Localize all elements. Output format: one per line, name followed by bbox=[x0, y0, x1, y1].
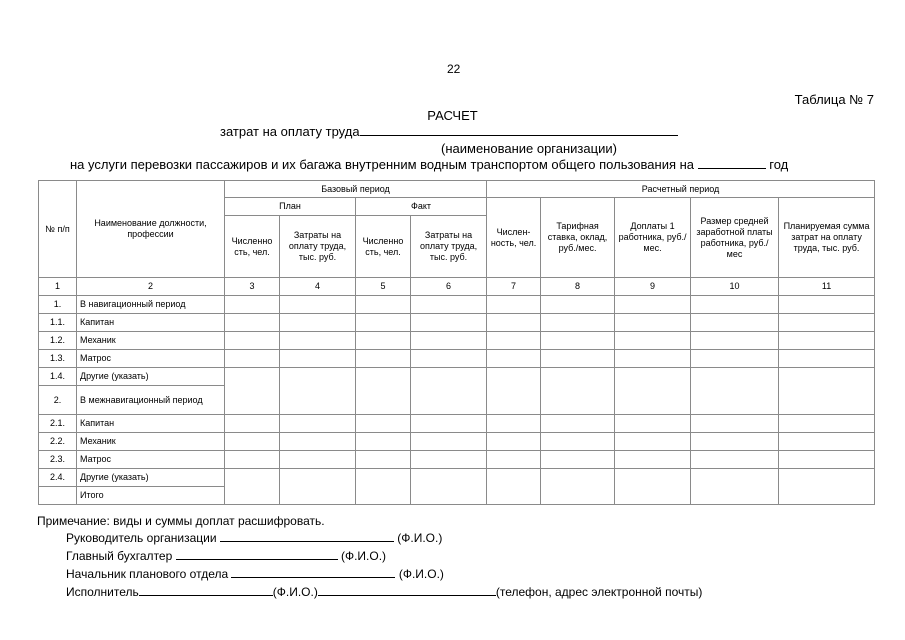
fio-label: (Ф.И.О.) bbox=[272, 585, 318, 599]
row-name: Механик bbox=[77, 332, 225, 350]
data-cell[interactable] bbox=[411, 314, 487, 332]
header-position: Наименование должности, профессии bbox=[77, 181, 225, 278]
subtitle-line bbox=[220, 124, 678, 139]
data-cell[interactable] bbox=[487, 296, 541, 314]
row-name: Матрос bbox=[77, 451, 225, 469]
row-number: 1.2. bbox=[39, 332, 77, 350]
data-cell[interactable] bbox=[691, 332, 779, 350]
header-bonus: Доплаты 1 работника, руб./мес. bbox=[615, 198, 691, 278]
data-cell[interactable] bbox=[356, 415, 411, 433]
signature-label: Руководитель организации bbox=[66, 531, 217, 545]
data-cell[interactable] bbox=[411, 433, 487, 451]
services-line bbox=[70, 157, 788, 172]
data-cell[interactable] bbox=[691, 350, 779, 368]
data-cell[interactable] bbox=[280, 296, 356, 314]
data-cell[interactable] bbox=[487, 451, 541, 469]
data-cell[interactable] bbox=[225, 469, 280, 505]
data-cell[interactable] bbox=[225, 332, 280, 350]
row-number: 1.1. bbox=[39, 314, 77, 332]
table-row bbox=[39, 433, 875, 451]
row-name: Другие (указать) bbox=[77, 368, 225, 386]
data-cell[interactable] bbox=[541, 296, 615, 314]
data-cell[interactable] bbox=[225, 415, 280, 433]
data-cell[interactable] bbox=[779, 368, 875, 415]
row-number: 2. bbox=[39, 386, 77, 415]
organization-hint: (наименование организации) bbox=[441, 141, 617, 156]
data-cell[interactable] bbox=[280, 314, 356, 332]
header-base-period: Базовый период bbox=[225, 181, 487, 198]
data-cell[interactable] bbox=[541, 314, 615, 332]
data-cell[interactable] bbox=[356, 451, 411, 469]
page-number: 22 bbox=[447, 62, 461, 76]
table-row bbox=[39, 332, 875, 350]
header-tariff: Тарифная ставка, оклад, руб./мес. bbox=[541, 198, 615, 278]
data-cell[interactable] bbox=[779, 469, 875, 505]
header-planned-total: Планируемая сумма затрат на оплату труда, тыс. руб. bbox=[779, 198, 875, 278]
row-number: 1.3. bbox=[39, 350, 77, 368]
column-number: 9 bbox=[615, 278, 691, 296]
data-cell[interactable] bbox=[691, 368, 779, 415]
data-cell[interactable] bbox=[225, 368, 280, 415]
table-row bbox=[39, 469, 875, 487]
data-cell[interactable] bbox=[779, 332, 875, 350]
data-cell[interactable] bbox=[280, 368, 356, 415]
row-number: 2.3. bbox=[39, 451, 77, 469]
table-label: Таблица № 7 bbox=[794, 92, 874, 107]
data-cell[interactable] bbox=[280, 469, 356, 505]
subtitle-prefix: затрат на оплату труда bbox=[220, 124, 360, 139]
data-cell[interactable] bbox=[487, 314, 541, 332]
row-name: Итого bbox=[77, 487, 225, 505]
column-number: 2 bbox=[77, 278, 225, 296]
data-cell[interactable] bbox=[411, 350, 487, 368]
row-number bbox=[39, 487, 77, 505]
header-avg-salary: Размер средней заработной платы работника, руб./мес bbox=[691, 198, 779, 278]
data-cell[interactable] bbox=[541, 368, 615, 415]
contact-field[interactable] bbox=[318, 584, 496, 596]
calculation-table bbox=[38, 180, 875, 505]
data-cell[interactable] bbox=[280, 332, 356, 350]
data-cell[interactable] bbox=[356, 433, 411, 451]
row-number: 1. bbox=[39, 296, 77, 314]
signature-planning bbox=[66, 566, 444, 581]
data-cell[interactable] bbox=[280, 415, 356, 433]
row-number: 2.2. bbox=[39, 433, 77, 451]
data-cell[interactable] bbox=[411, 451, 487, 469]
fio-label: (Ф.И.О.) bbox=[397, 531, 443, 545]
column-number: 4 bbox=[280, 278, 356, 296]
data-cell[interactable] bbox=[487, 332, 541, 350]
data-cell[interactable] bbox=[487, 433, 541, 451]
header-plan: План bbox=[225, 198, 356, 216]
document-title: РАСЧЕТ bbox=[427, 108, 478, 123]
table-row bbox=[39, 368, 875, 386]
data-cell[interactable] bbox=[541, 433, 615, 451]
row-name: Капитан bbox=[77, 415, 225, 433]
table-row bbox=[39, 415, 875, 433]
data-cell[interactable] bbox=[691, 469, 779, 505]
header-calc-period: Расчетный период bbox=[487, 181, 875, 198]
row-name: В межнавигационный период bbox=[77, 386, 225, 415]
data-cell[interactable] bbox=[225, 314, 280, 332]
row-number: 2.4. bbox=[39, 469, 77, 487]
header-num: № п/п bbox=[39, 181, 77, 278]
column-number: 11 bbox=[779, 278, 875, 296]
data-cell[interactable] bbox=[356, 332, 411, 350]
header-fact: Факт bbox=[356, 198, 487, 216]
column-number: 1 bbox=[39, 278, 77, 296]
fio-label: (Ф.И.О.) bbox=[340, 549, 387, 563]
column-number: 5 bbox=[356, 278, 411, 296]
data-cell[interactable] bbox=[487, 368, 541, 415]
data-cell[interactable] bbox=[691, 451, 779, 469]
year-suffix: год bbox=[769, 157, 789, 172]
row-number: 2.1. bbox=[39, 415, 77, 433]
signature-field[interactable] bbox=[139, 584, 273, 596]
data-cell[interactable] bbox=[541, 350, 615, 368]
row-number: 1.4. bbox=[39, 368, 77, 386]
data-cell[interactable] bbox=[411, 415, 487, 433]
row-name: В навигационный период bbox=[77, 296, 225, 314]
data-cell[interactable] bbox=[356, 368, 411, 415]
data-cell[interactable] bbox=[487, 415, 541, 433]
data-cell[interactable] bbox=[779, 314, 875, 332]
data-cell[interactable] bbox=[779, 350, 875, 368]
data-cell[interactable] bbox=[280, 350, 356, 368]
signature-field[interactable] bbox=[176, 548, 338, 560]
header-plan-count: Численно сть, чел. bbox=[225, 216, 280, 278]
header-calc-count: Числен- ность, чел. bbox=[487, 198, 541, 278]
signature-field[interactable] bbox=[231, 566, 395, 578]
data-cell[interactable] bbox=[356, 350, 411, 368]
column-number: 6 bbox=[411, 278, 487, 296]
data-cell[interactable] bbox=[280, 451, 356, 469]
data-cell[interactable] bbox=[615, 296, 691, 314]
data-cell[interactable] bbox=[541, 332, 615, 350]
data-cell[interactable] bbox=[615, 433, 691, 451]
data-cell[interactable] bbox=[225, 296, 280, 314]
data-cell[interactable] bbox=[356, 314, 411, 332]
data-cell[interactable] bbox=[541, 451, 615, 469]
data-cell[interactable] bbox=[487, 350, 541, 368]
data-cell[interactable] bbox=[779, 296, 875, 314]
header-plan-cost: Затраты на оплату труда, тыс. руб. bbox=[280, 216, 356, 278]
header-fact-count: Численно сть, чел. bbox=[356, 216, 411, 278]
data-cell[interactable] bbox=[691, 314, 779, 332]
data-cell[interactable] bbox=[779, 451, 875, 469]
fio-label: (Ф.И.О.) bbox=[398, 567, 444, 581]
table-row bbox=[39, 296, 875, 314]
organization-name-field[interactable] bbox=[360, 124, 678, 136]
signature-label: Исполнитель bbox=[66, 585, 139, 599]
row-name: Механик bbox=[77, 433, 225, 451]
data-cell[interactable] bbox=[411, 296, 487, 314]
signature-label: Начальник планового отдела bbox=[66, 567, 229, 581]
column-number: 10 bbox=[691, 278, 779, 296]
signature-accountant bbox=[66, 548, 386, 563]
data-cell[interactable] bbox=[356, 296, 411, 314]
data-cell[interactable] bbox=[615, 368, 691, 415]
header-fact-cost: Затраты на оплату труда, тыс. руб. bbox=[411, 216, 487, 278]
data-cell[interactable] bbox=[225, 350, 280, 368]
row-name: Другие (указать) bbox=[77, 469, 225, 487]
data-cell[interactable] bbox=[541, 469, 615, 505]
column-number: 3 bbox=[225, 278, 280, 296]
row-name: Капитан bbox=[77, 314, 225, 332]
data-cell[interactable] bbox=[411, 469, 487, 505]
data-cell[interactable] bbox=[541, 415, 615, 433]
table-row bbox=[39, 314, 875, 332]
data-cell[interactable] bbox=[615, 451, 691, 469]
data-cell[interactable] bbox=[615, 314, 691, 332]
data-cell[interactable] bbox=[615, 332, 691, 350]
data-cell[interactable] bbox=[691, 415, 779, 433]
signature-executor bbox=[66, 584, 702, 599]
data-cell[interactable] bbox=[356, 469, 411, 505]
data-cell[interactable] bbox=[280, 433, 356, 451]
data-cell[interactable] bbox=[779, 433, 875, 451]
column-number-row bbox=[39, 278, 875, 296]
data-cell[interactable] bbox=[411, 332, 487, 350]
year-field[interactable] bbox=[698, 157, 766, 169]
row-name: Матрос bbox=[77, 350, 225, 368]
data-cell[interactable] bbox=[691, 433, 779, 451]
data-cell[interactable] bbox=[691, 296, 779, 314]
table-row bbox=[39, 350, 875, 368]
column-number: 8 bbox=[541, 278, 615, 296]
contact-label: (телефон, адрес электронной почты) bbox=[495, 585, 703, 599]
signature-head bbox=[66, 530, 442, 545]
footnote: Примечание: виды и суммы доплат расшифровать. bbox=[37, 514, 325, 528]
data-cell[interactable] bbox=[225, 433, 280, 451]
data-cell[interactable] bbox=[615, 469, 691, 505]
data-cell[interactable] bbox=[225, 451, 280, 469]
signature-label: Главный бухгалтер bbox=[66, 549, 173, 563]
column-number: 7 bbox=[487, 278, 541, 296]
data-cell[interactable] bbox=[411, 368, 487, 415]
services-text: на услуги перевозки пассажиров и их багажа внутренним водным транспортом общего пользования на bbox=[70, 157, 695, 172]
table-row bbox=[39, 451, 875, 469]
data-cell[interactable] bbox=[487, 469, 541, 505]
data-cell[interactable] bbox=[779, 415, 875, 433]
signature-field[interactable] bbox=[220, 530, 394, 542]
data-cell[interactable] bbox=[615, 415, 691, 433]
data-cell[interactable] bbox=[615, 350, 691, 368]
